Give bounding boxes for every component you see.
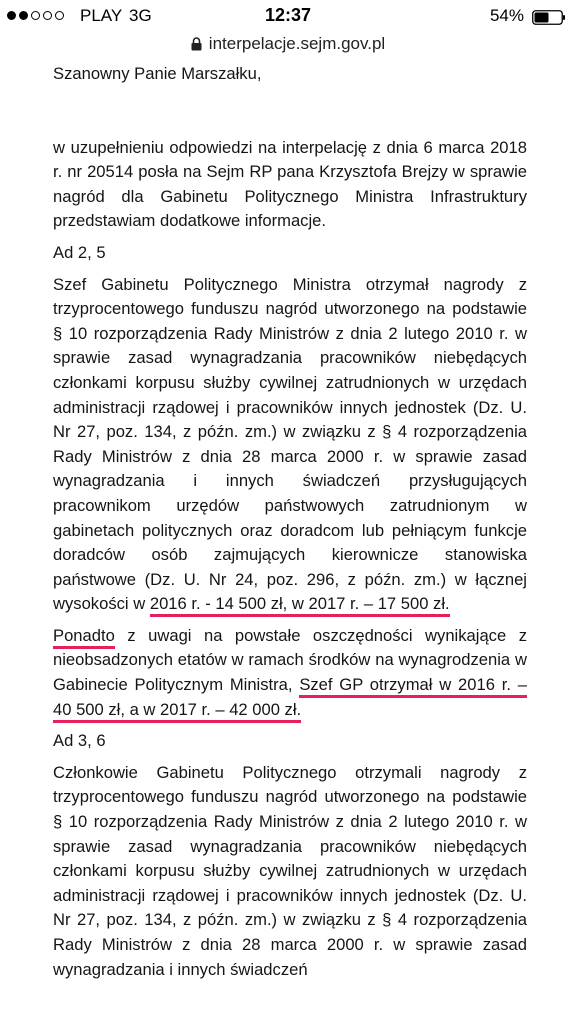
url-bar[interactable] bbox=[0, 30, 576, 58]
paragraph-ad-2-5 bbox=[53, 273, 527, 617]
paragraph-text: Szef Gabinetu Politycznego Ministra otrzymał nagrody z trzyprocentowego funduszu nagród utworzonego na podstawie § 10 rozporządzenia Rady Ministrów z dnia 2 lutego 2010 r. w sprawie zasad wynagradzania pracowników niebędących członkami korpusu służby cywilnej zatrudnionych w urzędach administracji rządowej i pracowników innych jednostek (Dz. U. Nr 27, poz. 134, z późn. zm.) w związku z § 4 rozporządzenia Rady Ministrów z dnia 28 marca 2000 r. w sprawie zasad wynagradzania i innych świadczeń przysługujących pracownikom urzędów państwowych zatrudnionym w gabinetach politycznych oraz doradcom lub pełniącym funkcje doradców osób zajmujących kierownicze stanowiska państwowe (Dz. U. Nr 24, poz. 296, z późn. zm.) w łącznej wysokości w bbox=[53, 274, 527, 614]
paragraph-text: z uwagi na powstałe oszczędności wynikające z nieobsadzonych etatów w ramach środków na wynagrodzenia w Gabinecie Politycznym Ministra, bbox=[53, 625, 527, 695]
highlighted-lead-word: Ponadto bbox=[53, 626, 115, 649]
battery-icon bbox=[532, 10, 566, 25]
url-text[interactable]: interpelacje.sejm.gov.pl bbox=[208, 34, 386, 53]
section-heading-ad-2-5: Ad 2, 5 bbox=[53, 242, 106, 262]
network-type: 3G bbox=[129, 6, 152, 25]
document-body bbox=[53, 62, 527, 989]
status-bar bbox=[0, 0, 576, 34]
highlighted-amounts: Szef GP otrzymał w 2016 r. – 40 500 zł, a w 2017 r. – 42 000 zł. bbox=[53, 675, 527, 723]
clock: 12:37 bbox=[264, 5, 312, 25]
paragraph-ad-3-6: Członkowie Gabinetu Politycznego otrzymali nagrody z trzyprocentowego funduszu nagród utworzonego na podstawie § 10 rozporządzenia Rady Ministrów z dnia 2 lutego 2010 r. w sprawie zasad wynagradzania pracowników niebędących członkami korpusu służby cywilnej zatrudnionych w urzędach administracji rządowej i pracowników innych jednostek (Dz. U. Nr 27, poz. 134, z późn. zm.) w związku z § 4 rozporządzenia Rady Ministrów z dnia 28 marca 2000 r. w sprawie zasad wynagradzania i innych świadczeń bbox=[53, 762, 527, 979]
section-heading-ad-3-6: Ad 3, 6 bbox=[53, 731, 106, 751]
lock-icon bbox=[191, 37, 202, 51]
highlighted-amounts: 2016 r. - 14 500 zł, w 2017 r. – 17 500 zł. bbox=[150, 594, 450, 617]
greeting: Szanowny Panie Marszałku, bbox=[53, 64, 262, 83]
carrier-name: PLAY bbox=[80, 6, 123, 25]
intro-paragraph: w uzupełnieniu odpowiedzi na interpelację z dnia 6 marca 2018 r. nr 20514 posła na Sejm RP pana Krzysztofa Brejzy w sprawie nagród dla Gabinetu Politycznego Ministra Infrastruktury przedstawiam dodatkowe informacje. bbox=[53, 137, 527, 231]
battery-percentage: 54% bbox=[489, 6, 524, 25]
paragraph-additional-awards bbox=[53, 624, 527, 722]
